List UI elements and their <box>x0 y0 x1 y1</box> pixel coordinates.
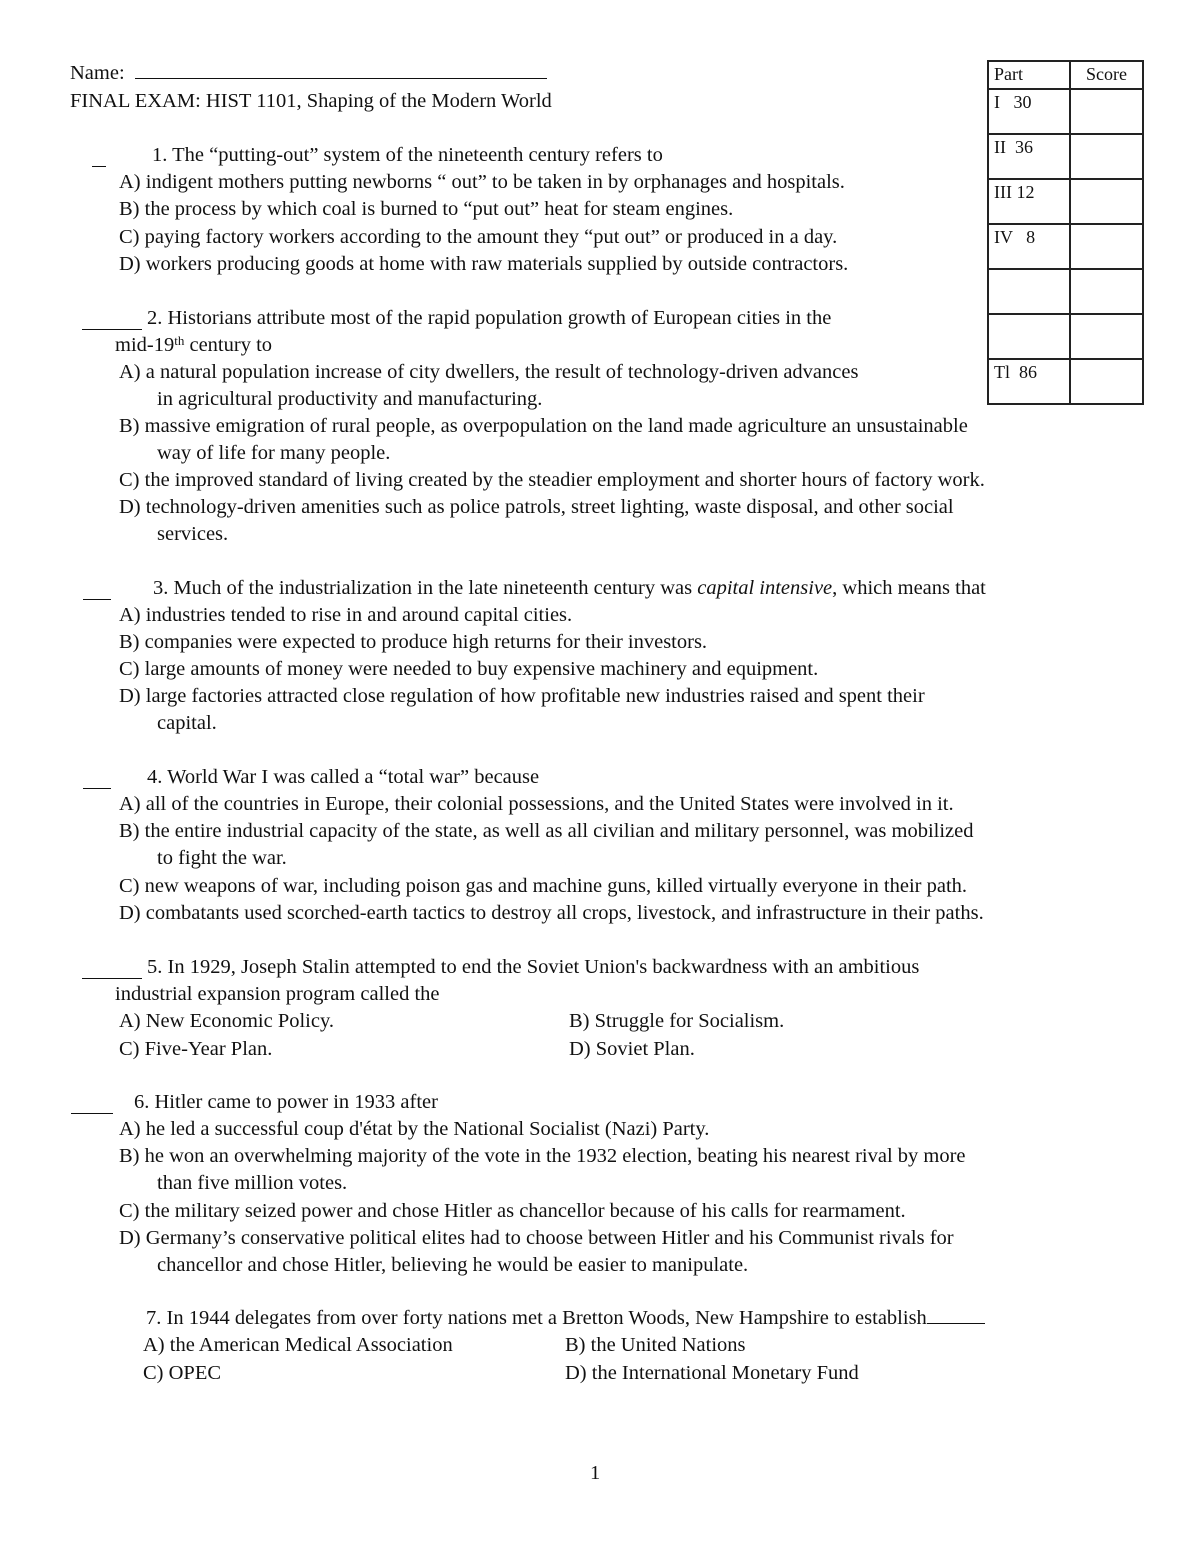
q1-stem: 1. The “putting-out” system of the nineteenth century refers to <box>152 144 663 166</box>
q7-option-c: C) OPEC <box>143 1362 222 1384</box>
q2-option-b: B) massive emigration of rural people, as overpopulation on the land made agriculture an unsustainable <box>119 415 968 437</box>
q3-option-d-cont: capital. <box>157 712 217 734</box>
q4-option-d: D) combatants used scorched-earth tactics to destroy all crops, livestock, and infrastructure in their paths. <box>119 902 984 924</box>
score-table-header-row <box>988 61 1143 89</box>
part-cell: IV 8 <box>988 224 1070 269</box>
part-cell: I 30 <box>988 89 1070 134</box>
q2-stem-line2 <box>115 332 272 359</box>
answer-blank-q3[interactable] <box>83 575 111 600</box>
answer-blank-q2[interactable] <box>82 305 142 330</box>
answer-blank-q5[interactable] <box>82 954 142 979</box>
q4-option-b-cont: to fight the war. <box>157 847 287 869</box>
part-cell <box>988 314 1070 359</box>
table-row <box>988 269 1143 314</box>
q1-option-a: A) indigent mothers putting newborns “ out” to be taken in by orphanages and hospitals. <box>119 171 845 193</box>
score-cell[interactable] <box>1070 179 1143 224</box>
q5-option-b: B) Struggle for Socialism. <box>569 1010 785 1032</box>
q3-option-b: B) companies were expected to produce high returns for their investors. <box>119 631 708 653</box>
q2-option-b-cont: way of life for many people. <box>157 442 391 464</box>
name-field[interactable] <box>135 78 547 79</box>
table-row <box>988 134 1143 179</box>
q2-option-d-cont: services. <box>157 523 229 545</box>
q3-stem-start: 3. Much of the industrialization in the late nineteenth century was <box>153 577 698 599</box>
q2-option-a-cont: in agricultural productivity and manufacturing. <box>157 388 543 410</box>
q1-option-b: B) the process by which coal is burned to “put out” heat for steam engines. <box>119 198 734 220</box>
q4-option-c: C) new weapons of war, including poison gas and machine guns, killed virtually everyone in their path. <box>119 875 968 897</box>
q6-option-d-cont: chancellor and chose Hitler, believing he would be easier to manipulate. <box>157 1254 749 1276</box>
q3-option-c: C) large amounts of money were needed to buy expensive machinery and equipment. <box>119 658 819 680</box>
q5-option-d: D) Soviet Plan. <box>569 1038 695 1060</box>
q2-stem-sup: th <box>174 333 185 348</box>
answer-blank-q7[interactable] <box>927 1323 985 1324</box>
name-label: Name: <box>70 62 125 84</box>
part-cell: III 12 <box>988 179 1070 224</box>
q5-stem: 5. In 1929, Joseph Stalin attempted to end the Soviet Union's backwardness with an ambitious <box>147 956 920 978</box>
table-row <box>988 179 1143 224</box>
answer-blank-q4[interactable] <box>83 764 111 789</box>
score-cell[interactable] <box>1070 134 1143 179</box>
q6-option-c: C) the military seized power and chose Hitler as chancellor because of his calls for rearmament. <box>119 1200 906 1222</box>
table-row <box>988 89 1143 134</box>
part-header: Part <box>988 61 1070 89</box>
name-line <box>70 60 547 87</box>
q7-option-a: A) the American Medical Association <box>143 1334 453 1356</box>
answer-blank-q6[interactable] <box>71 1089 113 1114</box>
q3-stem-emphasis: capital intensive <box>697 577 833 599</box>
score-header: Score <box>1070 61 1143 89</box>
q5-stem-line2: industrial expansion program called the <box>115 983 440 1005</box>
q3-option-d: D) large factories attracted close regulation of how profitable new industries raised and spent their <box>119 685 925 707</box>
table-row <box>988 314 1143 359</box>
answer-blank-q1[interactable] <box>92 142 106 167</box>
q7-stem-line <box>146 1305 985 1332</box>
q4-option-a: A) all of the countries in Europe, their colonial possessions, and the United States were involved in it. <box>119 793 954 815</box>
q2-stem: 2. Historians attribute most of the rapid population growth of European cities in the <box>147 307 832 329</box>
q7-option-b: B) the United Nations <box>565 1334 746 1356</box>
q6-stem: 6. Hitler came to power in 1933 after <box>134 1091 438 1113</box>
table-row <box>988 359 1143 404</box>
table-row <box>988 224 1143 269</box>
part-cell <box>988 269 1070 314</box>
score-cell[interactable] <box>1070 359 1143 404</box>
q3-stem <box>153 575 986 602</box>
part-cell: Tl 86 <box>988 359 1070 404</box>
q5-option-c: C) Five-Year Plan. <box>119 1038 273 1060</box>
q4-option-b: B) the entire industrial capacity of the state, as well as all civilian and military personnel, was mobilized <box>119 820 974 842</box>
q6-option-b-cont: than five million votes. <box>157 1172 348 1194</box>
q6-option-a: A) he led a successful coup d'état by the National Socialist (Nazi) Party. <box>119 1118 710 1140</box>
score-table <box>987 60 1144 405</box>
score-cell[interactable] <box>1070 269 1143 314</box>
q7-stem: 7. In 1944 delegates from over forty nations met a Bretton Woods, New Hampshire to establish <box>146 1307 927 1329</box>
q6-option-d: D) Germany’s conservative political elites had to choose between Hitler and his Communist rivals for <box>119 1227 954 1249</box>
q2-option-d: D) technology-driven amenities such as police patrols, street lighting, waste disposal, and other social <box>119 496 954 518</box>
q1-option-c: C) paying factory workers according to the amount they “put out” or produced in a day. <box>119 226 838 248</box>
q2-stem-end: century to <box>184 334 273 356</box>
q4-stem: 4. World War I was called a “total war” because <box>147 766 540 788</box>
exam-title: FINAL EXAM: HIST 1101, Shaping of the Modern World <box>70 90 552 112</box>
score-cell[interactable] <box>1070 89 1143 134</box>
q2-option-c: C) the improved standard of living created by the steadier employment and shorter hours of factory work. <box>119 469 985 491</box>
q3-option-a: A) industries tended to rise in and around capital cities. <box>119 604 573 626</box>
score-cell[interactable] <box>1070 224 1143 269</box>
page-number: 1 <box>590 1462 601 1484</box>
q2-stem-mid: mid-19 <box>115 334 175 356</box>
score-cell[interactable] <box>1070 314 1143 359</box>
q2-option-a: A) a natural population increase of city dwellers, the result of technology-driven advances <box>119 361 859 383</box>
q5-option-a: A) New Economic Policy. <box>119 1010 335 1032</box>
part-cell: II 36 <box>988 134 1070 179</box>
q1-option-d: D) workers producing goods at home with raw materials supplied by outside contractors. <box>119 253 849 275</box>
q6-option-b: B) he won an overwhelming majority of the vote in the 1932 election, beating his nearest rival by more <box>119 1145 966 1167</box>
q7-option-d: D) the International Monetary Fund <box>565 1362 859 1384</box>
q3-stem-end: , which means that <box>832 577 986 599</box>
